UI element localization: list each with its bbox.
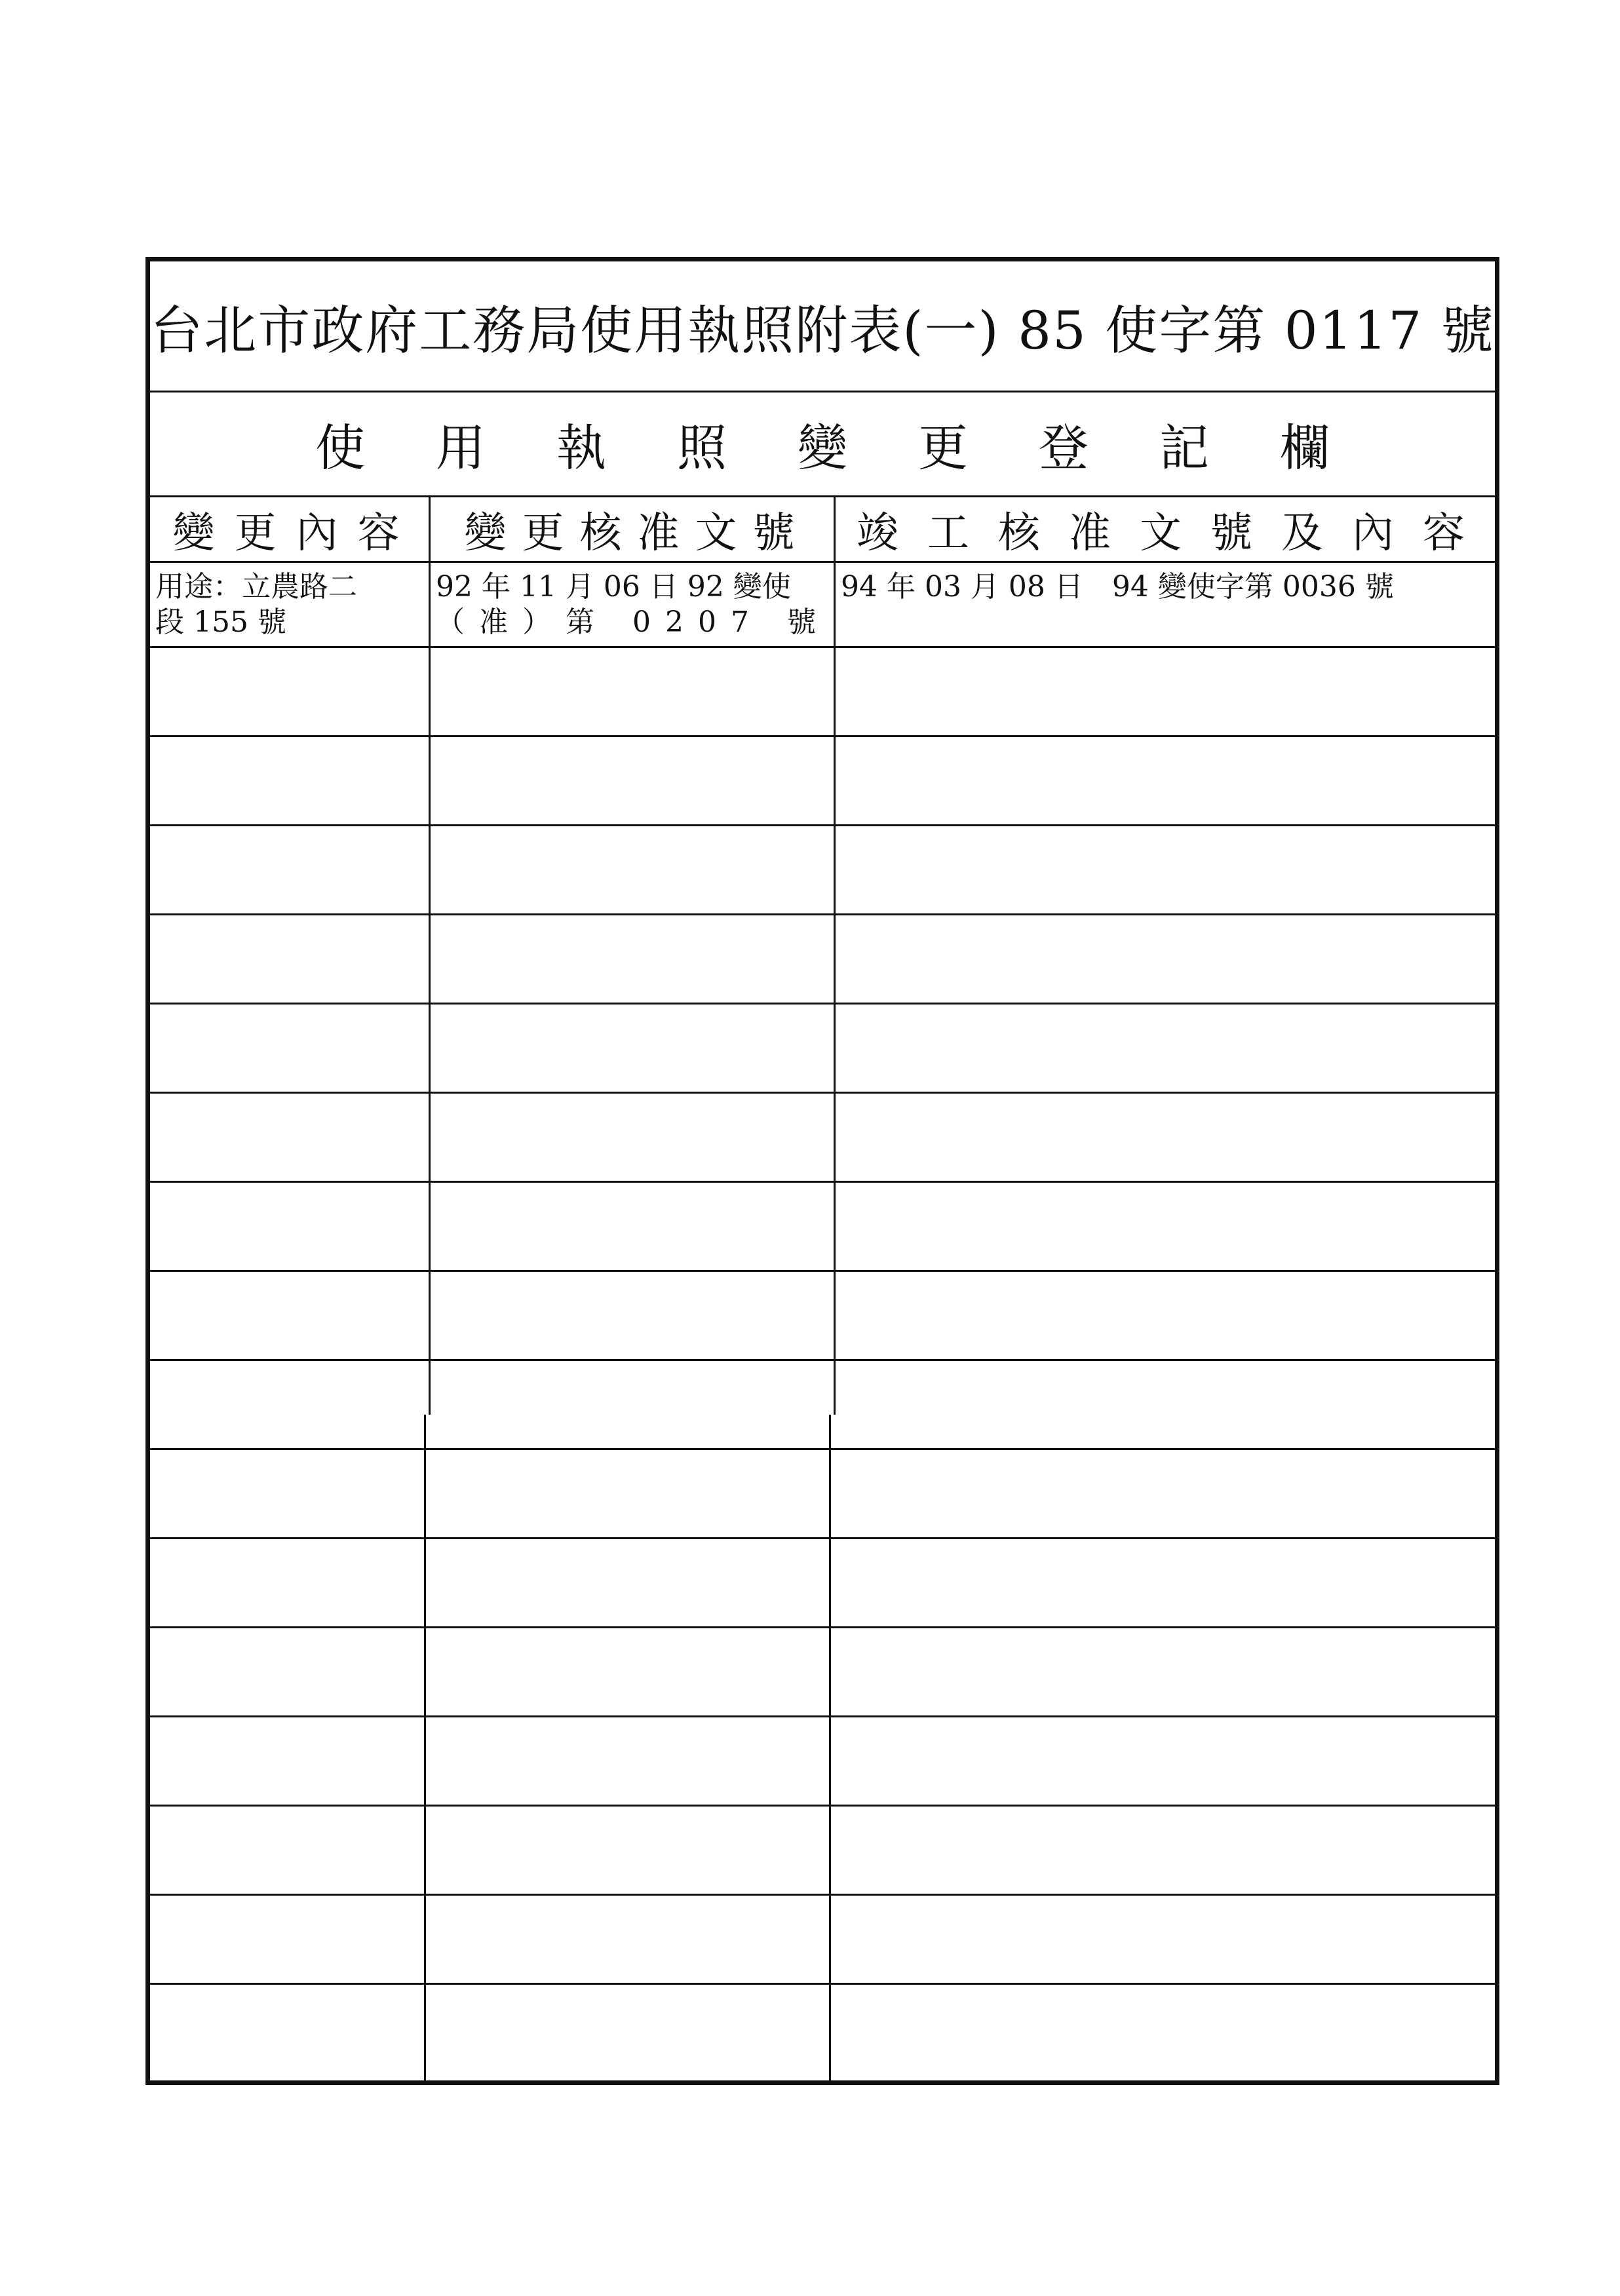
empty-row-line bbox=[150, 1270, 1495, 1272]
change-content-line: 用途：立農路二 bbox=[155, 570, 357, 603]
change-content-cell bbox=[150, 563, 431, 646]
column-divider bbox=[429, 563, 431, 1415]
approval-number-line: （准）第 0207 號 bbox=[436, 605, 830, 639]
form-title: 台北市政府工務局使用執照附表(一) 85 使字第 0117 號 bbox=[150, 261, 1495, 392]
table-header bbox=[150, 497, 1495, 563]
table-body bbox=[150, 563, 1495, 2080]
column-divider bbox=[834, 563, 836, 1415]
column-header-change-content: 變更內容 bbox=[150, 497, 431, 561]
empty-row-line bbox=[150, 913, 1495, 915]
column-divider bbox=[829, 1415, 831, 2080]
registration-form bbox=[145, 257, 1499, 2085]
column-header-completion-approval: 竣工核准文號及內容 bbox=[857, 508, 1494, 558]
column-header-approval-number: 變更核准文號 bbox=[431, 497, 836, 561]
empty-row-line bbox=[150, 735, 1495, 737]
empty-row-line bbox=[150, 1181, 1495, 1183]
approval-number-line: 92 年 11 月 06 日 92 變使 bbox=[436, 570, 791, 603]
empty-row-line bbox=[150, 1003, 1495, 1004]
form-subtitle: 使用執照變更登記欄 bbox=[150, 392, 1495, 497]
empty-row-line bbox=[150, 1359, 1495, 1361]
empty-row-line bbox=[150, 1894, 1495, 1896]
table-row bbox=[150, 563, 1495, 648]
empty-row-line bbox=[150, 824, 1495, 826]
empty-row-line bbox=[150, 1448, 1495, 1450]
column-divider bbox=[424, 1415, 426, 2080]
empty-row-line bbox=[150, 1715, 1495, 1717]
approval-number-cell bbox=[431, 563, 836, 646]
completion-approval-text: 94 年 03 月 08 日 94 變使字第 0036 號 bbox=[841, 570, 1394, 603]
empty-row-line bbox=[150, 1983, 1495, 1985]
empty-row-line bbox=[150, 1805, 1495, 1807]
empty-row-line bbox=[150, 1092, 1495, 1094]
empty-row-line bbox=[150, 1626, 1495, 1628]
empty-row-line bbox=[150, 1537, 1495, 1539]
completion-approval-cell bbox=[836, 563, 1495, 646]
change-content-line: 段 155 號 bbox=[155, 605, 286, 639]
